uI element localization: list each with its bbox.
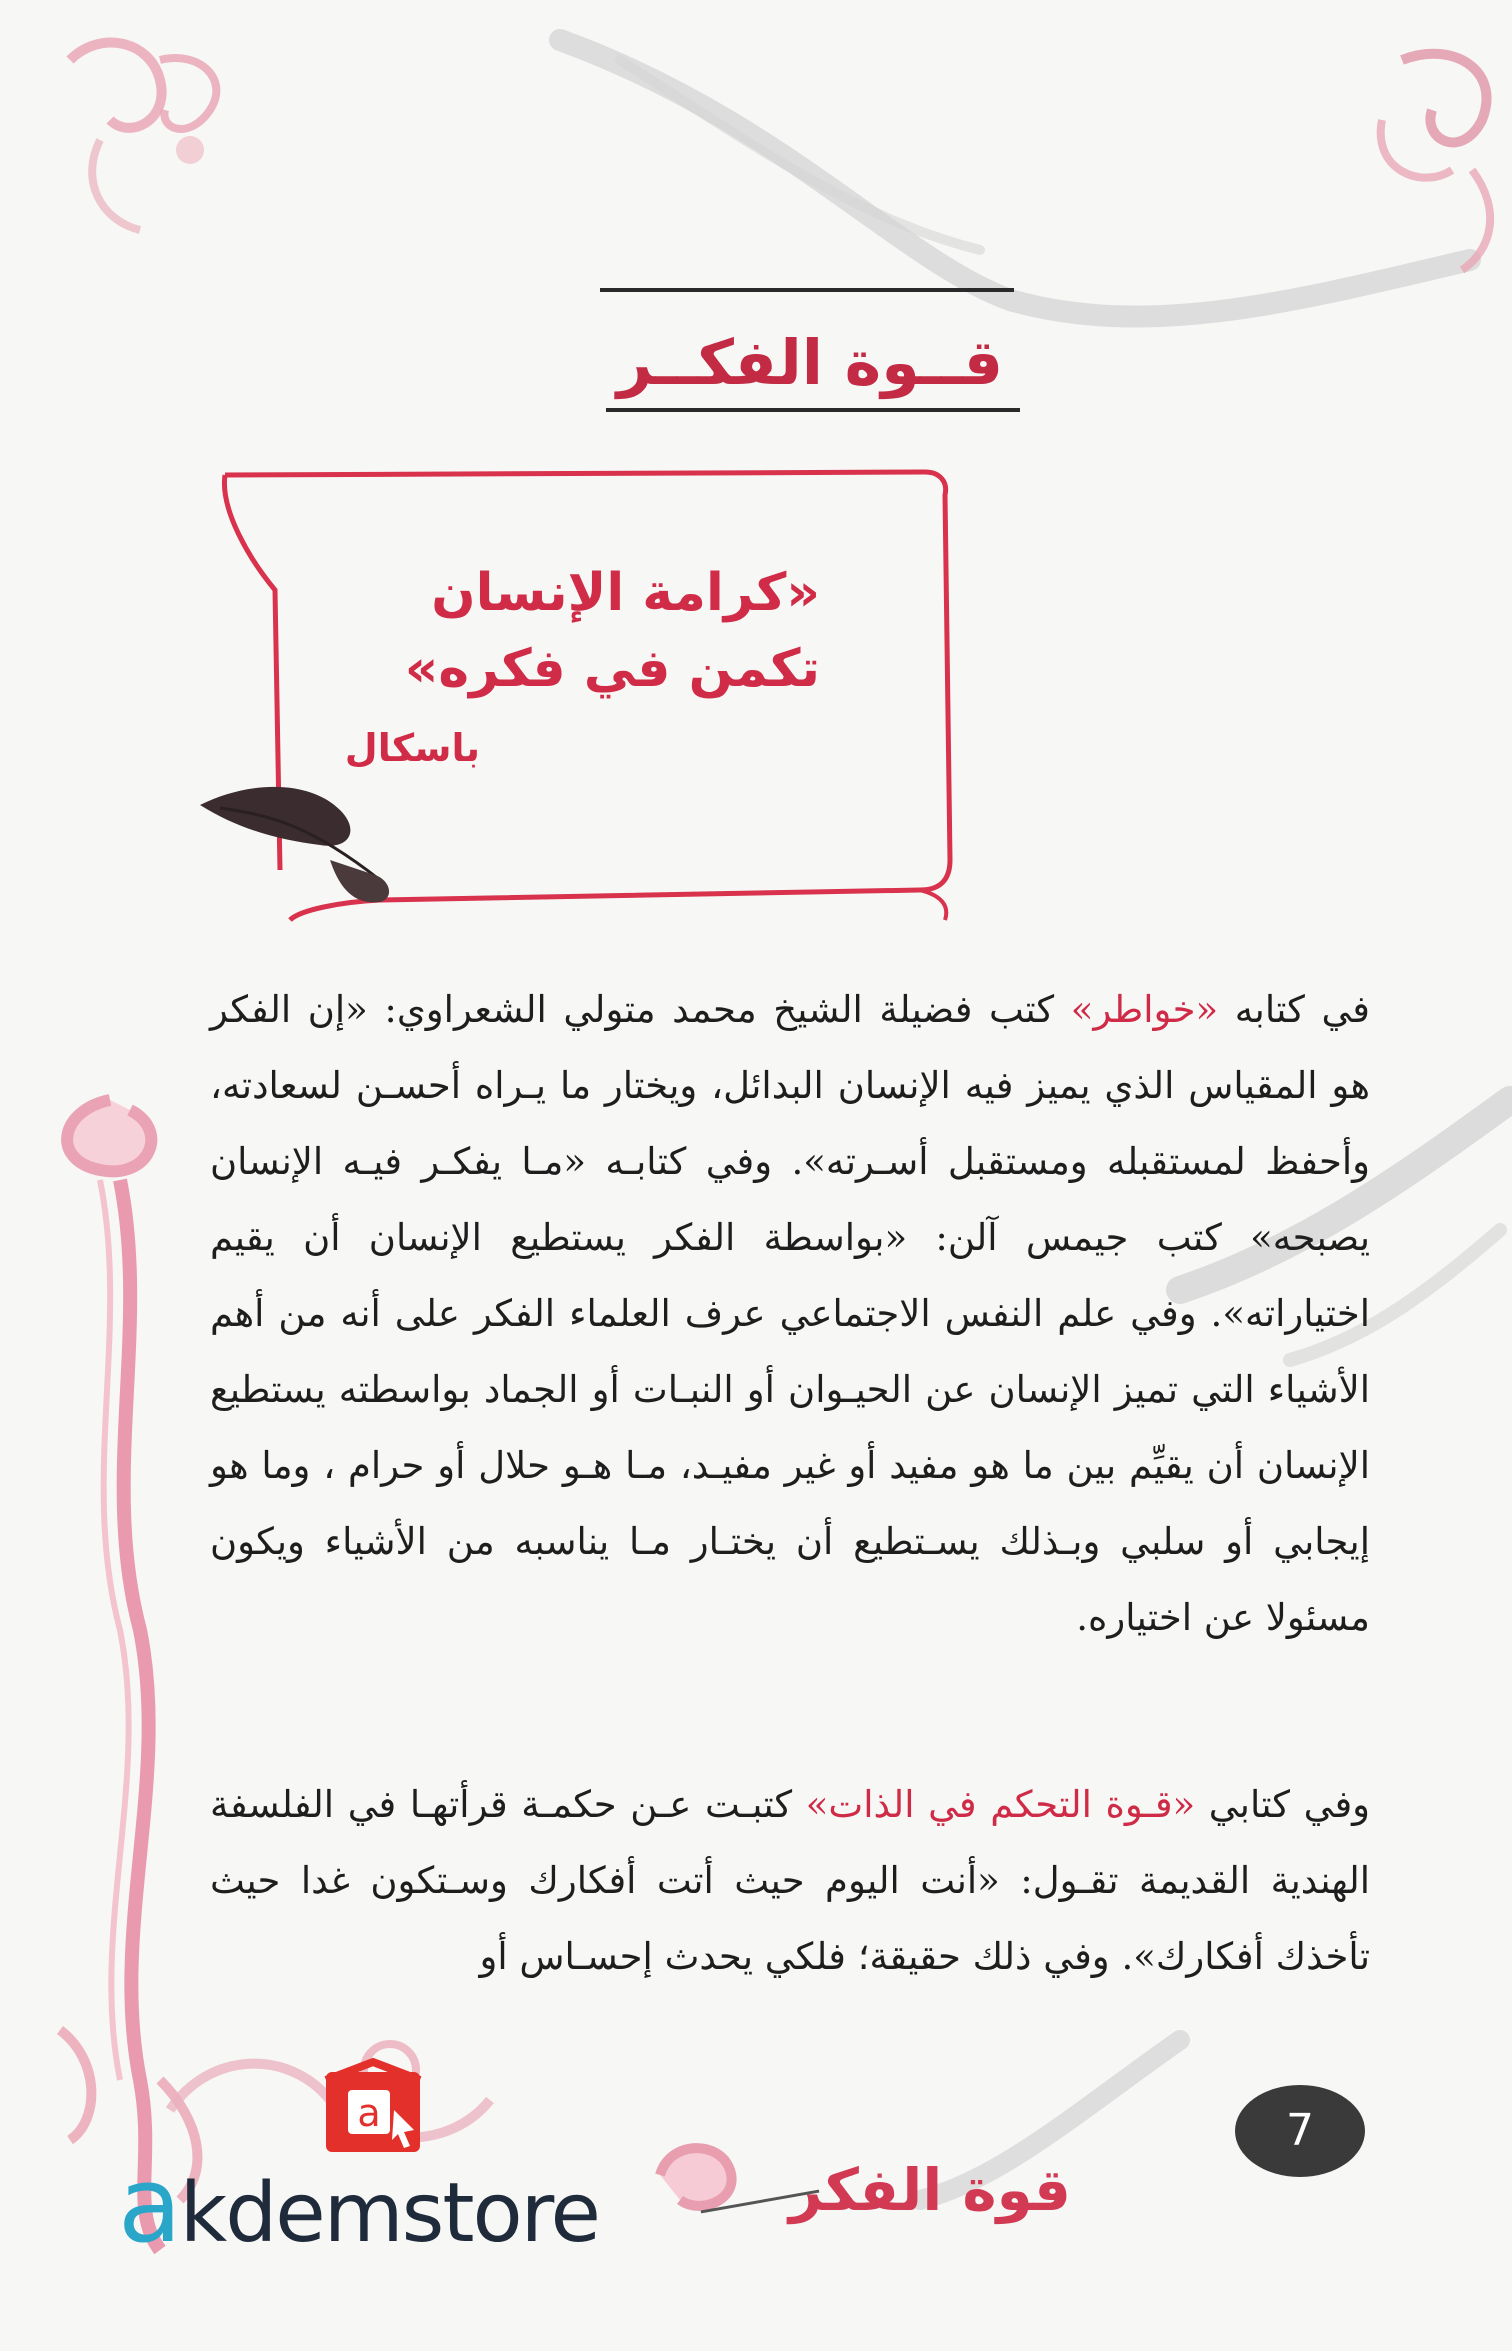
quote-text: «كرامة الإنسان تكمن في فكره» (404, 563, 820, 699)
logo-letter: a (357, 2091, 381, 2135)
paragraph-text: وفي كتابي (1195, 1783, 1371, 1826)
book-cart-logo-icon (318, 2050, 428, 2160)
paragraph-text: كتب فضيلة الشيخ محمد متولي الشعراوي: «إن الفكر هو المقياس الذي يميز فيه الإنسان البدائل، ويختار ما يـراه أحسـن لسعادته، وأحفظ لمستقبله ومستقبل أسـرته». وفي كتابـه «مـا يفكـر فيـه الإنسان يصبحه» كتب جيمس آلن: «بواسطة الفكر يستطيع الإنسان أن يقيم اختياراته». وفي علم النفس الاجتماعي عرف العلماء الفكر على أنه من أهم الأشياء التي تميز الإنسان عن الحيـوان أو النبـات أو الجماد بواسطته يستطيع الإنسان أن يقيِّم بين ما هو مفيد أو غير مفيـد، مـا هـو حلال أو حرام ، وما هو إيجابي أو سلبي وبـذلك يسـتطيع أن يختـار مـا يناسبه من الأشياء ويكون مسئولا عن اختياره. (210, 988, 1370, 1639)
floral-ornament-top-right (1362, 30, 1512, 290)
heading-top-rule (600, 288, 1014, 292)
brand-watermark (118, 2144, 638, 2266)
brand-letter-a: a (118, 2144, 180, 2266)
quill-icon (200, 787, 389, 903)
body-paragraph-1 (210, 972, 1370, 1656)
paragraph-text: في كتابه (1218, 988, 1370, 1031)
chapter-title: قــوة الفكــر (616, 326, 1004, 399)
body-paragraph-2 (210, 1767, 1370, 1995)
brand-name: kdemstore (179, 2166, 600, 2261)
book-reference-self-control: «قـوة التحكم في الذات» (805, 1783, 1196, 1826)
page-number: 7 (1235, 2085, 1365, 2177)
paragraph-text: كتبـت عـن حكمـة قرأتهـا في الفلسفة الهندية القديمة تقـول: «أنت اليوم حيث أتت أفكارك وسـتكون غدا حيث تأخذك أفكارك». وفي ذلك حقيقة؛ فلكي يحدث إحسـاس أو (210, 1783, 1370, 1978)
heading-bottom-rule (606, 408, 1020, 412)
footer-flower-ornament (640, 2130, 760, 2220)
quote-author: باسكال (344, 726, 480, 770)
book-reference-khawater: «خواطر» (1070, 988, 1219, 1031)
floral-ornament-top-left (40, 20, 260, 260)
footer-book-title: قوة الفكر (789, 2156, 1071, 2224)
